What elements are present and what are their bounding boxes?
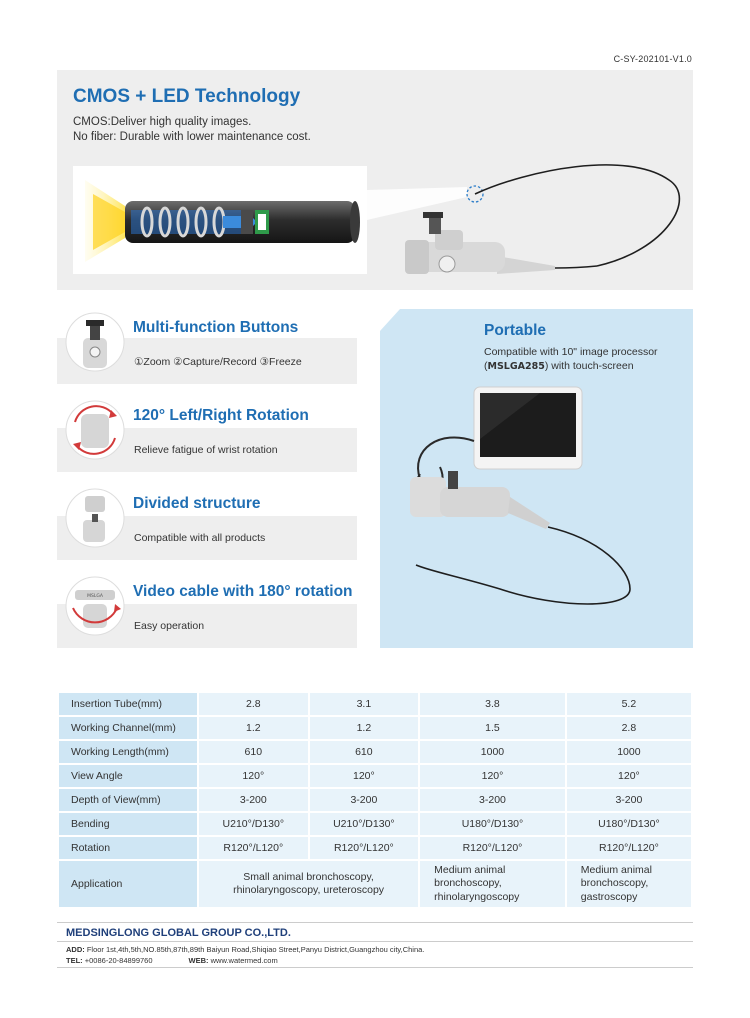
table-cell: 1.2 (310, 717, 419, 739)
footer-divider (57, 967, 693, 968)
table-cell: U180°/D130° (567, 813, 691, 835)
feature-rotation (57, 398, 357, 473)
table-row (59, 717, 691, 739)
cmos-led-title: CMOS + LED Technology (73, 86, 301, 107)
portable-desc-line1: Compatible with 10" image processor (484, 346, 658, 358)
row-label: Working Length(mm) (59, 741, 197, 763)
tel-label: TEL: (66, 956, 83, 965)
feature-description: Compatible with all products (134, 532, 266, 544)
row-label: View Angle (59, 765, 197, 787)
table-row (59, 765, 691, 787)
table-row (59, 789, 691, 811)
portable-panel (380, 309, 693, 648)
feature-video-cable (57, 574, 357, 649)
table-cell: 610 (310, 741, 419, 763)
application-line: rhinolaryngoscopy, ureteroscopy (233, 884, 385, 896)
table-row (59, 837, 691, 859)
camera-tip-image (73, 166, 367, 274)
table-cell-merged (199, 861, 418, 907)
table-cell: R120°/L120° (420, 837, 565, 859)
table-cell: 120° (567, 765, 691, 787)
table-row-application (59, 861, 691, 907)
table-cell: 3-200 (199, 789, 308, 811)
table-cell: 3-200 (567, 789, 691, 811)
cmos-led-desc-line1: CMOS:Deliver high quality images. (73, 116, 252, 128)
table-cell: 3-200 (420, 789, 565, 811)
tel-text: +0086-20-84899760 (82, 956, 153, 965)
row-label: Depth of View(mm) (59, 789, 197, 811)
web-text[interactable]: www.watermed.com (208, 956, 278, 965)
footer-divider (57, 941, 693, 942)
portable-description (484, 345, 658, 374)
table-cell: R120°/L120° (310, 837, 419, 859)
feature-title: 120° Left/Right Rotation (133, 407, 309, 424)
table-cell: 610 (199, 741, 308, 763)
row-label: Insertion Tube(mm) (59, 693, 197, 715)
application-line: bronchoscopy, (580, 877, 649, 890)
table-cell: 3.1 (310, 693, 419, 715)
row-label: Application (59, 861, 197, 907)
table-cell: 3.8 (420, 693, 565, 715)
table-row (59, 693, 691, 715)
logo-text: MSLGA (87, 594, 103, 599)
row-label: Rotation (59, 837, 197, 859)
table-row (59, 741, 691, 763)
application-line: Medium animal (580, 863, 652, 876)
table-cell: R120°/L120° (567, 837, 691, 859)
application-line: rhinolaryngoscopy (434, 890, 520, 903)
feature-description: Easy operation (134, 620, 205, 632)
cmos-led-desc-line2: No fiber: Durable with lower maintenance cost. (73, 131, 311, 143)
table-cell: 120° (199, 765, 308, 787)
feature-description: Relieve fatigue of wrist rotation (134, 444, 278, 456)
footer-divider (57, 922, 693, 923)
table-cell: 2.8 (199, 693, 308, 715)
table-cell: 5.2 (567, 693, 691, 715)
table-cell: 1000 (567, 741, 691, 763)
table-cell: U180°/D130° (420, 813, 565, 835)
specification-table (57, 691, 693, 909)
table-cell (420, 861, 565, 907)
feature-title: Video cable with 180° rotation (133, 583, 353, 600)
portable-desc-line2: (MSLGA285) with touch-screen (484, 360, 634, 372)
address-text: Floor 1st,4th,5th,NO.85th,87th,89th Baiyun Road,Shiqiao Street,Panyu District,Guangzhou city,China. (84, 945, 425, 954)
company-name: MEDSINGLONG GLOBAL GROUP CO.,LTD. (66, 927, 291, 939)
table-cell: U210°/D130° (310, 813, 419, 835)
model-number: MSLGA285 (487, 361, 545, 372)
cmos-tip-illustration (73, 166, 367, 274)
row-label: Working Channel(mm) (59, 717, 197, 739)
table-cell (567, 861, 691, 907)
application-line: gastroscopy (580, 890, 638, 903)
rotation-icon (65, 400, 125, 460)
table-cell: 2.8 (567, 717, 691, 739)
portable-title: Portable (484, 322, 547, 339)
divided-structure-icon (65, 488, 125, 548)
video-cable-icon (65, 576, 125, 636)
table-cell: 1000 (420, 741, 565, 763)
table-cell: 120° (310, 765, 419, 787)
address-label: ADD: (66, 945, 85, 954)
table-cell: 120° (420, 765, 565, 787)
cmos-led-panel (57, 70, 693, 290)
control-buttons-icon (65, 312, 125, 372)
row-label: Bending (59, 813, 197, 835)
table-cell: R120°/L120° (199, 837, 308, 859)
document-code: C-SY-202101-V1.0 (613, 54, 692, 64)
table-row (59, 813, 691, 835)
table-cell: 1.5 (420, 717, 565, 739)
web-label: WEB: (188, 956, 209, 965)
application-line: Medium animal (434, 863, 506, 876)
portable-desc-rest: with touch-screen (548, 360, 634, 372)
feature-description: ①Zoom ②Capture/Record ③Freeze (134, 356, 302, 368)
table-cell: U210°/D130° (199, 813, 308, 835)
company-contact (66, 956, 278, 965)
feature-multi-function-buttons (57, 310, 357, 385)
feature-divided-structure (57, 486, 357, 561)
feature-title: Divided structure (133, 495, 261, 512)
application-line: bronchoscopy, (434, 877, 502, 890)
table-cell: 3-200 (310, 789, 419, 811)
company-address (66, 945, 424, 954)
table-cell: 1.2 (199, 717, 308, 739)
application-line: Small animal bronchoscopy, (243, 870, 374, 883)
feature-title: Multi-function Buttons (133, 319, 299, 336)
cmos-led-description (73, 115, 311, 145)
